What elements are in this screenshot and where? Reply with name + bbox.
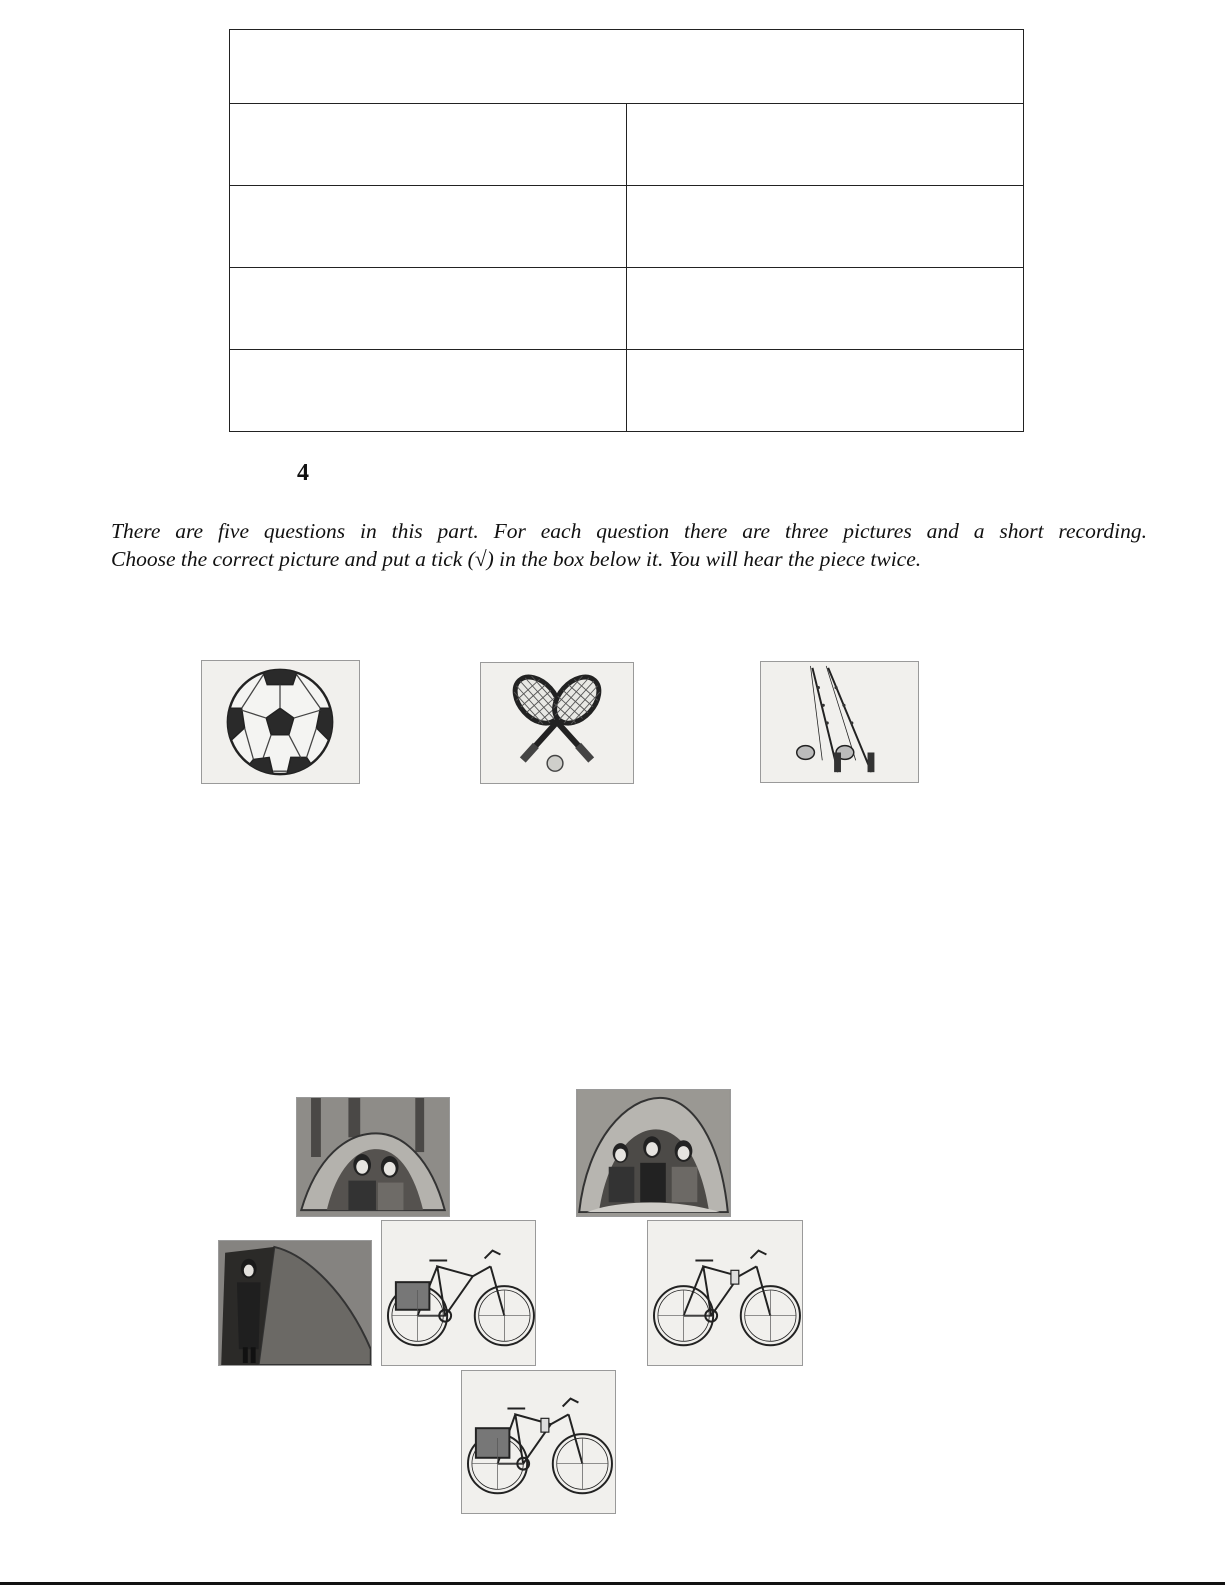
instructions-line-1: There are five questions in this part. For each question there are three pictures and a short recording. xyxy=(111,519,1147,543)
instructions xyxy=(111,517,1147,573)
bicycle-plain-icon[interactable] xyxy=(647,1220,803,1366)
tent-three-people-icon[interactable] xyxy=(576,1089,731,1217)
tennis-rackets-icon[interactable] xyxy=(480,662,634,784)
bicycle-with-bag-icon[interactable] xyxy=(381,1220,536,1366)
part-number: 4 xyxy=(297,460,309,486)
table-cell[interactable] xyxy=(230,104,627,186)
tent-one-woman-icon[interactable] xyxy=(218,1240,372,1366)
table-cell[interactable] xyxy=(230,268,627,350)
table-header-cell[interactable] xyxy=(230,30,1024,104)
table-cell[interactable] xyxy=(627,104,1024,186)
table-cell[interactable] xyxy=(627,186,1024,268)
table-cell[interactable] xyxy=(230,350,627,432)
fishing-rods-icon[interactable] xyxy=(760,661,919,783)
answer-table xyxy=(229,29,1024,432)
tent-two-girls-icon[interactable] xyxy=(296,1097,450,1217)
instructions-line-2: Choose the correct picture and put a tick (√) in the box below it. You will hear the piece twice. xyxy=(111,547,922,571)
bicycle-with-bag-bottle-icon[interactable] xyxy=(461,1370,616,1514)
table-cell[interactable] xyxy=(627,268,1024,350)
table-cell[interactable] xyxy=(230,186,627,268)
table-cell[interactable] xyxy=(627,350,1024,432)
football-icon[interactable] xyxy=(201,660,360,784)
